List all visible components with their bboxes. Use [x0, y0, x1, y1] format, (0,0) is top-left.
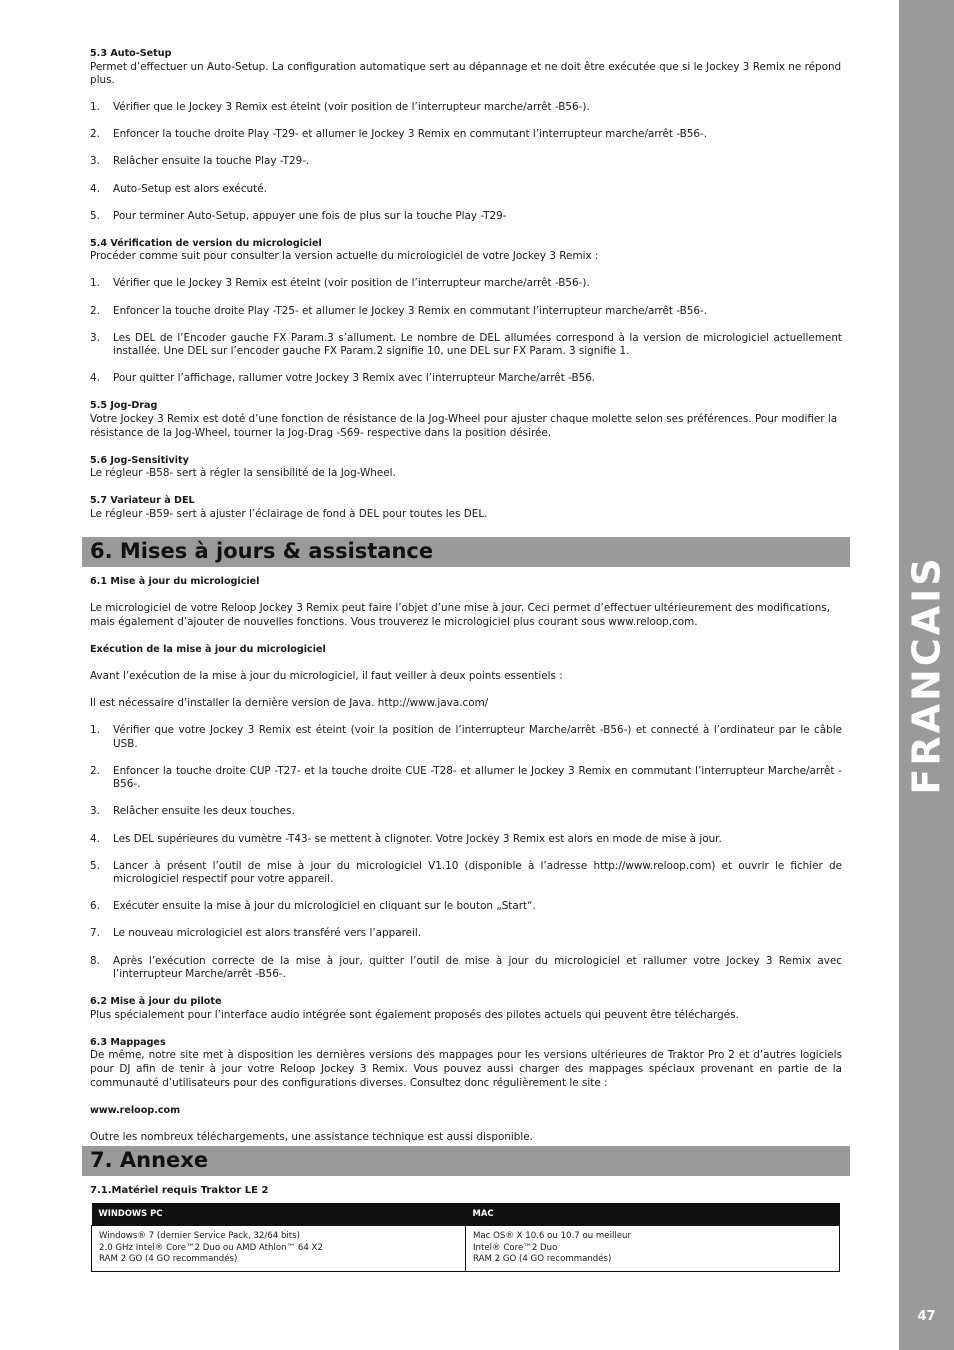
pc-ram: RAM 2 GO (4 GO recommandés): [99, 1254, 238, 1264]
chapter-7-body: [90, 1184, 842, 1198]
table-row: [92, 1226, 840, 1272]
list-item-text: Le nouveau micrologiciel est alors transféré vers l’appareil.: [113, 927, 422, 940]
list-item-number: 7.: [90, 927, 100, 940]
java-requirement: Il est nécessaire d’installer la dernière version de Java. http://www.java.com/: [90, 696, 489, 709]
list-item-text: Vérifier que le Jockey 3 Remix est éteint (voir position de l’interrupteur marche/arrêt -B56-).: [113, 101, 590, 114]
mac-ram: RAM 2 GO (4 GO recommandés): [473, 1254, 612, 1264]
requirements-table: [91, 1203, 840, 1272]
section-5-3-intro: Permet d’effectuer un Auto-Setup. La configuration automatique sert au dépannage et ne doit être exécutée que si le Jockey 3 Remix ne répond plus.: [90, 60, 842, 87]
list-item-number: 6.: [90, 900, 100, 913]
windows-requirements: [92, 1226, 466, 1272]
list-item: [90, 183, 842, 197]
mac-cpu: Intel® Core™2 Duo: [473, 1242, 558, 1253]
list-item-number: 2.: [90, 304, 100, 317]
list-item-text: Exécuter ensuite la mise à jour du micrologiciel en cliquant sur le bouton „Start“.: [113, 900, 536, 913]
section-6-2-text: Plus spécialement pour l’interface audio intégrée sont également proposés des pilotes actuels qui peuvent être téléchargés.: [90, 1008, 739, 1021]
list-item-number: 3.: [90, 155, 100, 168]
list-item: [90, 724, 842, 751]
list-item: [90, 128, 842, 142]
list-item: [90, 332, 842, 359]
list-item-number: 4.: [90, 832, 100, 845]
section-5-3-steps: [90, 101, 842, 223]
list-item-text: Lancer à présent l’outil de mise à jour du micrologiciel V1.10 (disponible à l’adresse http://www.reloop.com) et ouvrir le fichier de micrologiciel respectif pour votre appareil.: [113, 859, 842, 886]
list-item: [90, 805, 842, 819]
list-item-number: 1.: [90, 277, 100, 290]
language-tab-label: FRANCAIS: [904, 555, 949, 795]
table-header-row: [92, 1203, 840, 1226]
section-5-4-steps: [90, 277, 842, 385]
update-steps: [90, 724, 842, 982]
section-6-3-title: 6.3 Mappages: [90, 1036, 166, 1048]
list-item: [90, 955, 842, 982]
section-5-6-title: 5.6 Jog-Sensitivity: [90, 454, 189, 466]
section-6-1-text: Le micrologiciel de votre Reloop Jockey 3 Remix peut faire l’objet d’une mise à jour. Ceci permet d’effectuer ultérieurement des modifications, mais également d’ajouter de nouvelles fonctions. Vous trouverez le micrologiciel plus courant sous www.reloop.com.: [90, 602, 831, 628]
pc-cpu: 2.0 GHz Intel® Core™2 Duo ou AMD Athlon™ 64 X2: [99, 1242, 323, 1253]
list-item: [90, 833, 842, 847]
section-5-7-title: 5.7 Variateur à DEL: [90, 495, 195, 507]
reloop-website-link[interactable]: www.reloop.com: [90, 1104, 181, 1116]
list-item-text: Pour terminer Auto-Setup, appuyer une fois de plus sur la touche Play -T29-: [113, 209, 507, 222]
list-item-text: Enfoncer la touche droite CUP -T27- et la touche droite CUE -T28- et allumer le Jockey 3 Remix en commutant l’interrupteur Marche/arrêt -B56-.: [113, 764, 842, 791]
list-item-text: Relâcher ensuite les deux touches.: [113, 805, 295, 818]
list-item-text: Enfoncer la touche droite Play -T25- et allumer le Jockey 3 Remix en commutant l’interrupteur marche/arrêt -B56-.: [113, 304, 708, 317]
section-5-5-title: 5.5 Jog-Drag: [90, 400, 158, 412]
list-item-number: 1.: [90, 724, 100, 737]
list-item-text: Vérifier que votre Jockey 3 Remix est éteint (voir la position de l’interrupteur Marche/arrêt -B56-) et connecté à l’ordinateur par le câble USB.: [113, 724, 842, 750]
list-item-text: Relâcher ensuite la touche Play -T29-.: [113, 155, 310, 168]
list-item: [90, 765, 842, 792]
list-item: [90, 210, 842, 224]
list-item: [90, 860, 842, 887]
list-item-text: Les DEL supérieures du vumètre -T43- se mettent à clignoter. Votre Jockey 3 Remix est alors en mode de mise à jour.: [113, 832, 722, 845]
section-5-5-text: Votre Jockey 3 Remix est doté d’une fonction de résistance de la Jog-Wheel pour ajuster chaque molette selon ses préférences. Pour modifier la résistance de la Jog-Wheel, tourner la Jog-Drag -S69- respective dans la position désirée.: [90, 413, 838, 439]
section-6-2-title: 6.2 Mise à jour du pilote: [90, 996, 222, 1008]
list-item: [90, 372, 842, 386]
update-procedure-intro: Avant l’exécution de la mise à jour du micrologiciel, il faut veiller à deux points essentiels :: [90, 669, 563, 682]
section-7-1-title: 7.1.Matériel requis Traktor LE 2: [90, 1185, 269, 1196]
list-item: [90, 155, 842, 169]
page-number: 47: [917, 1309, 936, 1324]
mac-os: Mac OS® X 10.6 ou 10.7 ou meilleur: [473, 1231, 631, 1241]
chapter-6-banner: [82, 537, 850, 567]
support-note: Outre les nombreux téléchargements, une assistance technique est aussi disponible.: [90, 1130, 533, 1143]
section-5-4-title: 5.4 Vérification de version du micrologiciel: [90, 237, 322, 249]
list-item-number: 1.: [90, 101, 100, 114]
windows-pc-header: WINDOWS PC: [92, 1203, 466, 1226]
list-item: [90, 305, 842, 319]
section-5-4-intro: Procéder comme suit pour consulter la version actuelle du micrologiciel de votre Jockey 3 Remix :: [90, 250, 599, 263]
list-item-text: Après l’exécution correcte de la mise à jour, quitter l’outil de mise à jour du micrologiciel et rallumer votre Jockey 3 Remix avec l’interrupteur Marche/arrêt -B56-.: [113, 954, 842, 981]
list-item-text: Enfoncer la touche droite Play -T29- et allumer le Jockey 3 Remix en commutant l’interrupteur marche/arrêt -B56-.: [113, 128, 708, 141]
list-item-number: 3.: [90, 805, 100, 818]
list-item: [90, 277, 842, 291]
section-6-3-text: De même, notre site met à disposition les dernières versions des mappages pour les versions ultérieures de Traktor Pro 2 et d’autres logiciels pour DJ afin de tenir à jour votre Reloop Jockey 3 Remix. Vous pouvez aussi charger des mappages spéciaux provenant en partie de la communauté d’utilisateurs pour des configurations diverses. Consultez donc régulièrement le site :: [90, 1049, 842, 1089]
list-item-text: Les DEL de l’Encoder gauche FX Param.3 s’allument. Le nombre de DEL allumées correspond à la version de micrologiciel actuellement installée. Une DEL sur l’encoder gauche FX Param.2 signifie 10, une DEL sur FX Param. 3 signifie 1.: [113, 331, 842, 358]
section-5-6-text: Le régleur -B58- sert à régler la sensibilité de la Jog-Wheel.: [90, 467, 396, 480]
list-item-text: Vérifier que le Jockey 3 Remix est éteint (voir position de l’interrupteur marche/arrêt -B56-).: [113, 277, 590, 290]
chapter-6-body: [90, 575, 842, 1144]
mac-requirements: [466, 1226, 840, 1272]
list-item: [90, 900, 842, 914]
section-5-7-text: Le régleur -B59- sert à ajuster l’éclairage de fond à DEL pour toutes les DEL.: [90, 507, 488, 520]
mac-header: MAC: [466, 1203, 840, 1226]
list-item: [90, 927, 842, 941]
section-6-1-title: 6.1 Mise à jour du micrologiciel: [90, 576, 260, 587]
list-item-number: 3.: [90, 331, 100, 344]
chapter-6-heading: 6. Mises à jours & assistance: [90, 539, 434, 563]
list-item-number: 4.: [90, 372, 100, 385]
list-item-number: 5.: [90, 859, 100, 872]
list-item-number: 4.: [90, 182, 100, 195]
list-item-number: 8.: [90, 954, 100, 967]
list-item-number: 2.: [90, 764, 100, 777]
pc-os: Windows® 7 (dernier Service Pack, 32/64 bits): [99, 1231, 301, 1241]
language-tab-label-box: [899, 550, 954, 800]
list-item-text: Pour quitter l’affichage, rallumer votre Jockey 3 Remix avec l’interrupteur Marche/arrêt -B56.: [113, 372, 596, 385]
list-item-number: 2.: [90, 128, 100, 141]
section-5-3-title: 5.3 Auto-Setup: [90, 48, 172, 59]
list-item: [90, 101, 842, 115]
chapter-7-heading: 7. Annexe: [90, 1148, 209, 1172]
update-procedure-title: Exécution de la mise à jour du micrologiciel: [90, 643, 326, 655]
chapter-7-banner: [82, 1146, 850, 1176]
list-item-number: 5.: [90, 209, 100, 222]
chapter-5-section: [90, 47, 842, 522]
list-item-text: Auto-Setup est alors exécuté.: [113, 182, 267, 195]
